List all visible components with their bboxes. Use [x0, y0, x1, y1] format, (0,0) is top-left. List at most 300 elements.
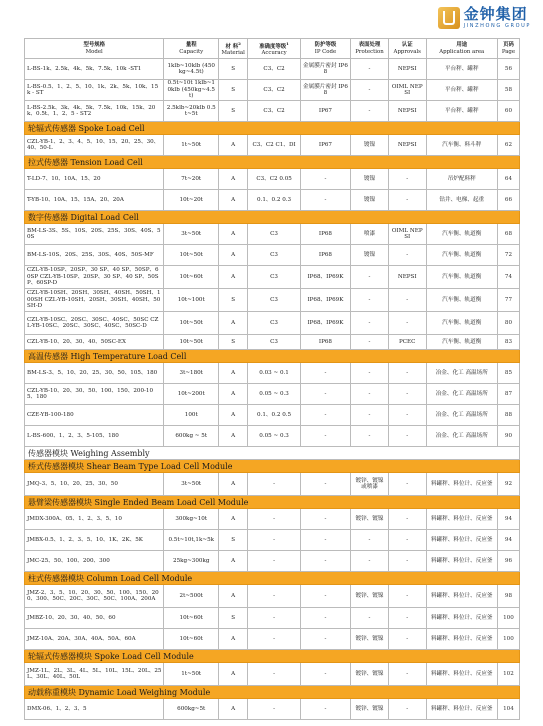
- cell-protection: -: [351, 426, 389, 447]
- cell-application: 料罐秤、料位计、反应釜: [426, 551, 497, 572]
- cell-approvals: -: [388, 169, 426, 190]
- cell-accuracy: -: [248, 699, 300, 720]
- cell-model: CZL-YB-10、20、30、50、100、150、200-105、180: [25, 384, 164, 405]
- cell-application: 钻井、电梯、起重: [426, 190, 497, 211]
- cell-accuracy: C3: [248, 312, 300, 335]
- cell-model: JMBX-0.5、1、2、3、5、10、1K、2K、5K: [25, 530, 164, 551]
- cell-material: S: [219, 289, 248, 312]
- cell-application: 平台秤、罐秤: [426, 101, 497, 122]
- cell-material: A: [219, 245, 248, 266]
- cell-accuracy: C3、C2: [248, 59, 300, 80]
- table-row: [25, 426, 520, 447]
- header-col-model: [25, 39, 164, 59]
- header-footnote-mark: 2: [238, 40, 241, 46]
- cell-model: L-BS-2.5k、3k、4k、5k、7.5k、10k、15k、20k、0.5t、1、2、5 - ST2: [25, 101, 164, 122]
- cell-ip-code: -: [300, 473, 350, 496]
- cell-ip-code: -: [300, 530, 350, 551]
- header-cn: 认证: [401, 42, 413, 49]
- header-cn: 量程: [185, 42, 197, 49]
- section-title: 轮辐式传感器模块 Spoke Load Cell Module: [25, 650, 520, 663]
- cell-capacity: 3t~180t: [164, 363, 219, 384]
- header-en: Protection: [355, 48, 384, 55]
- section-title: 桥式传感器模块 Shear Beam Type Load Cell Module: [25, 460, 520, 473]
- cell-protection: 镀镍: [351, 135, 389, 156]
- cell-ip-code: -: [300, 384, 350, 405]
- section-title: 拉式传感器 Tension Load Cell: [25, 156, 520, 169]
- brand: [438, 4, 531, 32]
- cell-model: L-BS-1k、2.5k、4k、5k、7.5k、10k -ST1: [25, 59, 164, 80]
- cell-protection: 镀锌、镀镍或喷漆: [351, 473, 389, 496]
- section-header-row: [25, 572, 520, 585]
- header-en: IP Code: [314, 48, 337, 55]
- cell-material: S: [219, 59, 248, 80]
- cell-capacity: 300kg~10t: [164, 509, 219, 530]
- cell-approvals: NEPSI: [388, 266, 426, 289]
- header-cn: 型号规格: [83, 42, 106, 49]
- cell-protection: 镀锌、镀镍: [351, 663, 389, 686]
- header-col-application: [426, 39, 497, 59]
- table-row: [25, 629, 520, 650]
- cell-protection: 镀镍: [351, 245, 389, 266]
- section-header-row: [25, 496, 520, 509]
- table-row: [25, 405, 520, 426]
- cell-model: JMZ-2、3、5、10、20、30、50、100、150、200、300、50C、20C、30C、50C、100A、200A: [25, 585, 164, 608]
- cell-accuracy: 0.1、0.2 0.3: [248, 190, 300, 211]
- cell-application: 汽车衡、轨道衡: [426, 335, 497, 350]
- cell-accuracy: C3、C2: [248, 80, 300, 101]
- cell-model: JMC-25、50、100、200、300: [25, 551, 164, 572]
- cell-model: BM-LS-3、5、10、20、25、30、50、105、180: [25, 363, 164, 384]
- cell-approvals: OIML NEPSI: [388, 80, 426, 101]
- cell-protection: -: [351, 551, 389, 572]
- cell-application: 冶金、化工 高温场所: [426, 426, 497, 447]
- header-cn: 用途: [456, 42, 468, 49]
- header-en: Material: [221, 49, 245, 56]
- cell-accuracy: -: [248, 663, 300, 686]
- cell-model: T-YB-10、10A、15、15A、20、20A: [25, 190, 164, 211]
- cell-model: JMZ-10A、20A、30A、40A、50A、60A: [25, 629, 164, 650]
- cell-page: 100: [497, 629, 519, 650]
- cell-ip-code: -: [300, 608, 350, 629]
- cell-material: A: [219, 473, 248, 496]
- table-row: [25, 608, 520, 629]
- cell-model: JMQ-3、5、10、20、25、30、50: [25, 473, 164, 496]
- cell-material: A: [219, 405, 248, 426]
- cell-accuracy: C3: [248, 335, 300, 350]
- cell-approvals: -: [388, 551, 426, 572]
- cell-capacity: 10t~60t: [164, 629, 219, 650]
- cell-accuracy: -: [248, 585, 300, 608]
- cell-page: 88: [497, 405, 519, 426]
- header-col-page: [497, 39, 519, 59]
- cell-accuracy: 0.03 ~ 0.1: [248, 363, 300, 384]
- header-cn: 表面处理: [358, 42, 381, 49]
- cell-capacity: 3t~50t: [164, 224, 219, 245]
- table-row: [25, 266, 520, 289]
- cell-capacity: 10t~50t: [164, 335, 219, 350]
- table-header-row: [25, 39, 520, 59]
- section-header-row: [25, 460, 520, 473]
- cell-application: 冶金、化工 高温场所: [426, 384, 497, 405]
- section-header-row: [25, 211, 520, 224]
- cell-model: L-BS-0.5、1、2、5、10、1k、2k、5k、10k、15k - ST: [25, 80, 164, 101]
- cell-material: A: [219, 551, 248, 572]
- cell-application: 料罐秤、料位计、反应釜: [426, 629, 497, 650]
- cell-application: 料罐秤、料位计、反应釜: [426, 699, 497, 720]
- section-title: 柱式传感器模块 Column Load Cell Module: [25, 572, 520, 585]
- brand-name-cn: 金钟集团: [463, 5, 528, 23]
- cell-model: L-BS-600、1、2、3、5-105、180: [25, 426, 164, 447]
- cell-material: S: [219, 101, 248, 122]
- cell-approvals: -: [388, 699, 426, 720]
- header-en: Page: [501, 48, 516, 55]
- cell-model: CZE-YB-100-180: [25, 405, 164, 426]
- table-body: [25, 59, 520, 720]
- cell-accuracy: 0.05 ~ 0.3: [248, 426, 300, 447]
- cell-page: 94: [497, 530, 519, 551]
- cell-accuracy: C3: [248, 289, 300, 312]
- cell-ip-code: -: [300, 585, 350, 608]
- cell-page: 66: [497, 190, 519, 211]
- cell-application: 汽车衡、轨道衡: [426, 245, 497, 266]
- cell-material: A: [219, 190, 248, 211]
- cell-page: 104: [497, 699, 519, 720]
- section-title: 传感器模块 Weighing Assembly: [25, 447, 520, 460]
- cell-approvals: -: [388, 473, 426, 496]
- table-row: [25, 509, 520, 530]
- header-cn: 防护等级: [314, 42, 337, 49]
- cell-page: 98: [497, 585, 519, 608]
- cell-protection: -: [351, 384, 389, 405]
- cell-page: 58: [497, 80, 519, 101]
- cell-ip-code: IP68、IP69K: [300, 289, 350, 312]
- table-row: [25, 551, 520, 572]
- cell-capacity: 1t~50t: [164, 135, 219, 156]
- table-row: [25, 585, 520, 608]
- cell-page: 102: [497, 663, 519, 686]
- cell-page: 100: [497, 608, 519, 629]
- cell-protection: 镀锌、镀镍: [351, 585, 389, 608]
- cell-protection: -: [351, 80, 389, 101]
- cell-ip-code: 金属膜片密封 IP68: [300, 80, 350, 101]
- cell-material: A: [219, 135, 248, 156]
- cell-approvals: -: [388, 608, 426, 629]
- cell-approvals: -: [388, 629, 426, 650]
- cell-page: 72: [497, 245, 519, 266]
- cell-page: 96: [497, 551, 519, 572]
- cell-model: JMZ-1L、2L、3L、4L、5L、10L、15L、20L、25L、30L、40L、50L: [25, 663, 164, 686]
- cell-protection: -: [351, 405, 389, 426]
- brand-name-en: JINZHONG GROUP: [463, 23, 531, 29]
- header-en: Capacity: [179, 48, 204, 55]
- cell-approvals: -: [388, 312, 426, 335]
- header-col-capacity: [164, 39, 219, 59]
- cell-ip-code: IP68: [300, 335, 350, 350]
- group-title-row: [25, 447, 520, 460]
- cell-protection: -: [351, 266, 389, 289]
- cell-application: 汽车衡、料斗秤: [426, 135, 497, 156]
- cell-accuracy: C3: [248, 266, 300, 289]
- cell-capacity: 0.5t~10t 1klb~10klb (450kg~4.5t): [164, 80, 219, 101]
- cell-application: 料罐秤、料位计、反应釜: [426, 608, 497, 629]
- cell-accuracy: C3、C2 0.05: [248, 169, 300, 190]
- section-title: 动载称重模块 Dynamic Load Weighing Module: [25, 686, 520, 699]
- cell-model: JMDX-300A、05、1、2、3、5、10: [25, 509, 164, 530]
- cell-capacity: 100t: [164, 405, 219, 426]
- cell-protection: 镀镍: [351, 190, 389, 211]
- cell-accuracy: -: [248, 551, 300, 572]
- cell-approvals: -: [388, 405, 426, 426]
- cell-application: 料罐秤、料位计、反应釜: [426, 473, 497, 496]
- cell-application: 汽车衡、轨道衡: [426, 224, 497, 245]
- table-row: [25, 699, 520, 720]
- brand-text: [464, 7, 531, 29]
- cell-ip-code: IP68: [300, 224, 350, 245]
- cell-material: S: [219, 335, 248, 350]
- cell-application: 汽车衡、轨道衡: [426, 266, 497, 289]
- cell-application: 料罐秤、料位计、反应釜: [426, 585, 497, 608]
- cell-capacity: 600kg ~ 5t: [164, 426, 219, 447]
- table-row: [25, 289, 520, 312]
- cell-page: 60: [497, 101, 519, 122]
- cell-material: A: [219, 266, 248, 289]
- cell-approvals: -: [388, 663, 426, 686]
- header-col-accuracy: [248, 39, 300, 59]
- cell-approvals: NEPSI: [388, 135, 426, 156]
- cell-protection: 镀锌、镀镍: [351, 509, 389, 530]
- cell-capacity: 25kg~300kg: [164, 551, 219, 572]
- cell-page: 68: [497, 224, 519, 245]
- header-cn: 页码: [503, 42, 514, 49]
- cell-protection: 镀锌、镀镍: [351, 629, 389, 650]
- cell-ip-code: 金属膜片密封 IP68: [300, 59, 350, 80]
- cell-approvals: -: [388, 384, 426, 405]
- section-header-row: [25, 650, 520, 663]
- cell-protection: -: [351, 289, 389, 312]
- cell-page: 62: [497, 135, 519, 156]
- cell-capacity: 10t~20t: [164, 190, 219, 211]
- table-row: [25, 335, 520, 350]
- cell-ip-code: -: [300, 629, 350, 650]
- table-row: [25, 663, 520, 686]
- section-header-row: [25, 156, 520, 169]
- header-en: Application area: [439, 48, 485, 55]
- cell-capacity: 10t~50t: [164, 312, 219, 335]
- cell-protection: -: [351, 335, 389, 350]
- cell-material: A: [219, 169, 248, 190]
- cell-approvals: NEPSI: [388, 59, 426, 80]
- header-en: Model: [85, 48, 103, 55]
- cell-capacity: 10t~60t: [164, 266, 219, 289]
- cell-capacity: 7t~20t: [164, 169, 219, 190]
- cell-approvals: OIML NEPSI: [388, 224, 426, 245]
- table-row: [25, 190, 520, 211]
- header-col-ip-code: [300, 39, 350, 59]
- cell-model: CZL-YB-10、20、30、40、50SC-EX: [25, 335, 164, 350]
- cell-material: A: [219, 509, 248, 530]
- cell-material: S: [219, 80, 248, 101]
- cell-capacity: 10t~200t: [164, 384, 219, 405]
- cell-ip-code: -: [300, 190, 350, 211]
- section-title: 数字传感器 Digital Load Cell: [25, 211, 520, 224]
- cell-approvals: -: [388, 426, 426, 447]
- cell-material: A: [219, 363, 248, 384]
- cell-application: 汽车衡、轨道衡: [426, 312, 497, 335]
- section-header-row: [25, 122, 520, 135]
- cell-approvals: -: [388, 509, 426, 530]
- cell-ip-code: -: [300, 426, 350, 447]
- cell-page: 77: [497, 289, 519, 312]
- cell-ip-code: IP68: [300, 245, 350, 266]
- cell-application: 平台秤、罐秤: [426, 80, 497, 101]
- cell-accuracy: C3、C2: [248, 101, 300, 122]
- cell-capacity: 2.5klb~20klb 0.5t~5t: [164, 101, 219, 122]
- section-header-row: [25, 350, 520, 363]
- cell-accuracy: C3: [248, 224, 300, 245]
- cell-ip-code: IP67: [300, 101, 350, 122]
- cell-protection: 喷漆: [351, 224, 389, 245]
- cell-page: 56: [497, 59, 519, 80]
- cell-application: 冶金、化工 高温场所: [426, 363, 497, 384]
- cell-capacity: 0.5t~10t,1k~5k: [164, 530, 219, 551]
- table-row: [25, 245, 520, 266]
- cell-capacity: 10t~50t: [164, 245, 219, 266]
- cell-protection: -: [351, 101, 389, 122]
- section-header-row: [25, 686, 520, 699]
- section-title: 轮辐式传感器 Spoke Load Cell: [25, 122, 520, 135]
- cell-accuracy: 0.05 ~ 0.3: [248, 384, 300, 405]
- cell-ip-code: -: [300, 551, 350, 572]
- cell-page: 83: [497, 335, 519, 350]
- table-row: [25, 169, 520, 190]
- cell-protection: 镀镍: [351, 169, 389, 190]
- cell-material: A: [219, 585, 248, 608]
- cell-accuracy: C3: [248, 245, 300, 266]
- cell-approvals: -: [388, 530, 426, 551]
- cell-material: A: [219, 312, 248, 335]
- load-cell-spec-table: [24, 38, 520, 720]
- header-en: Accuracy: [261, 49, 287, 56]
- cell-approvals: -: [388, 245, 426, 266]
- cell-page: 64: [497, 169, 519, 190]
- cell-page: 92: [497, 473, 519, 496]
- cell-page: 74: [497, 266, 519, 289]
- section-title: 悬臂梁传感器模块 Single Ended Beam Load Cell Module: [25, 496, 520, 509]
- cell-page: 94: [497, 509, 519, 530]
- cell-accuracy: -: [248, 629, 300, 650]
- cell-capacity: 600kg~5t: [164, 699, 219, 720]
- cell-accuracy: -: [248, 608, 300, 629]
- cell-application: 吊炉配料秤: [426, 169, 497, 190]
- cell-application: 料罐秤、料位计、反应釜: [426, 530, 497, 551]
- cell-material: A: [219, 699, 248, 720]
- cell-accuracy: -: [248, 473, 300, 496]
- header-en: Approvals: [393, 48, 421, 55]
- table-row: [25, 224, 520, 245]
- cell-capacity: 1t~50t: [164, 663, 219, 686]
- header-col-material: [219, 39, 248, 59]
- cell-ip-code: -: [300, 405, 350, 426]
- cell-protection: 镀锌、镀镍: [351, 699, 389, 720]
- cell-capacity: 10t~100t: [164, 289, 219, 312]
- page-header: [0, 0, 543, 36]
- cell-application: 平台秤、罐秤: [426, 59, 497, 80]
- cell-ip-code: IP68、IP69K: [300, 312, 350, 335]
- table-row: [25, 135, 520, 156]
- cell-approvals: -: [388, 363, 426, 384]
- cell-model: BM-LS-3S、5S、10S、20S、25S、30S、40S、50S: [25, 224, 164, 245]
- cell-ip-code: -: [300, 169, 350, 190]
- cell-ip-code: -: [300, 509, 350, 530]
- cell-model: CZL-YB-10SC、20SC、30SC、40SC、50SC CZL-YB-10SC、20SC、30SC、40SC、50SC-D: [25, 312, 164, 335]
- cell-protection: -: [351, 530, 389, 551]
- cell-model: DMX-06、1、2、3、5: [25, 699, 164, 720]
- cell-ip-code: IP67: [300, 135, 350, 156]
- cell-accuracy: -: [248, 509, 300, 530]
- cell-material: A: [219, 426, 248, 447]
- cell-approvals: -: [388, 289, 426, 312]
- section-title: 高温传感器 High Temperature Load Cell: [25, 350, 520, 363]
- table-row: [25, 59, 520, 80]
- cell-model: CZL-YB-10SP、20SP、30 SP、40 SP、50SP、60SP CZL-YB-10SP、20SP、30 SP、40 SP、50SP、60SP-D: [25, 266, 164, 289]
- cell-approvals: -: [388, 190, 426, 211]
- cell-page: 80: [497, 312, 519, 335]
- cell-page: 87: [497, 384, 519, 405]
- header-cn: 材 料: [225, 43, 239, 50]
- table-row: [25, 363, 520, 384]
- cell-model: T-LD-7、10、10A、15、20: [25, 169, 164, 190]
- cell-application: 料罐秤、料位计、反应釜: [426, 509, 497, 530]
- cell-model: CZL-YB-1、2、3、4、5、10、15、20、25、30、40、50-L: [25, 135, 164, 156]
- cell-material: A: [219, 384, 248, 405]
- header-col-protection: [351, 39, 389, 59]
- cell-capacity: 2t~500t: [164, 585, 219, 608]
- cell-accuracy: 0.1、0.2 0.5: [248, 405, 300, 426]
- cell-ip-code: IP68、IP69K: [300, 266, 350, 289]
- table-row: [25, 473, 520, 496]
- cell-accuracy: C3、C2 C1、DI: [248, 135, 300, 156]
- cell-material: S: [219, 608, 248, 629]
- table-row: [25, 530, 520, 551]
- table-row: [25, 384, 520, 405]
- cell-capacity: 1klb~10klb (450kg~4.5t): [164, 59, 219, 80]
- cell-application: 汽车衡、轨道衡: [426, 289, 497, 312]
- cell-page: 90: [497, 426, 519, 447]
- cell-protection: -: [351, 312, 389, 335]
- table-row: [25, 312, 520, 335]
- cell-approvals: -: [388, 585, 426, 608]
- header-cn: 准确度等级: [259, 43, 287, 50]
- cell-approvals: PCEC: [388, 335, 426, 350]
- table-row: [25, 101, 520, 122]
- cell-ip-code: -: [300, 663, 350, 686]
- cell-approvals: NEPSI: [388, 101, 426, 122]
- cell-ip-code: -: [300, 363, 350, 384]
- cell-model: JMBZ-10、20、30、40、50、60: [25, 608, 164, 629]
- cell-capacity: 10t~60t: [164, 608, 219, 629]
- header-footnote-mark: 1: [286, 40, 289, 46]
- cell-capacity: 3t~50t: [164, 473, 219, 496]
- cell-ip-code: -: [300, 699, 350, 720]
- header-col-approvals: [388, 39, 426, 59]
- cell-material: S: [219, 530, 248, 551]
- cell-material: A: [219, 629, 248, 650]
- cell-page: 85: [497, 363, 519, 384]
- cell-application: 冶金、化工 高温场所: [426, 405, 497, 426]
- cell-protection: -: [351, 608, 389, 629]
- cell-material: A: [219, 224, 248, 245]
- cell-application: 料罐秤、料位计、反应釜: [426, 663, 497, 686]
